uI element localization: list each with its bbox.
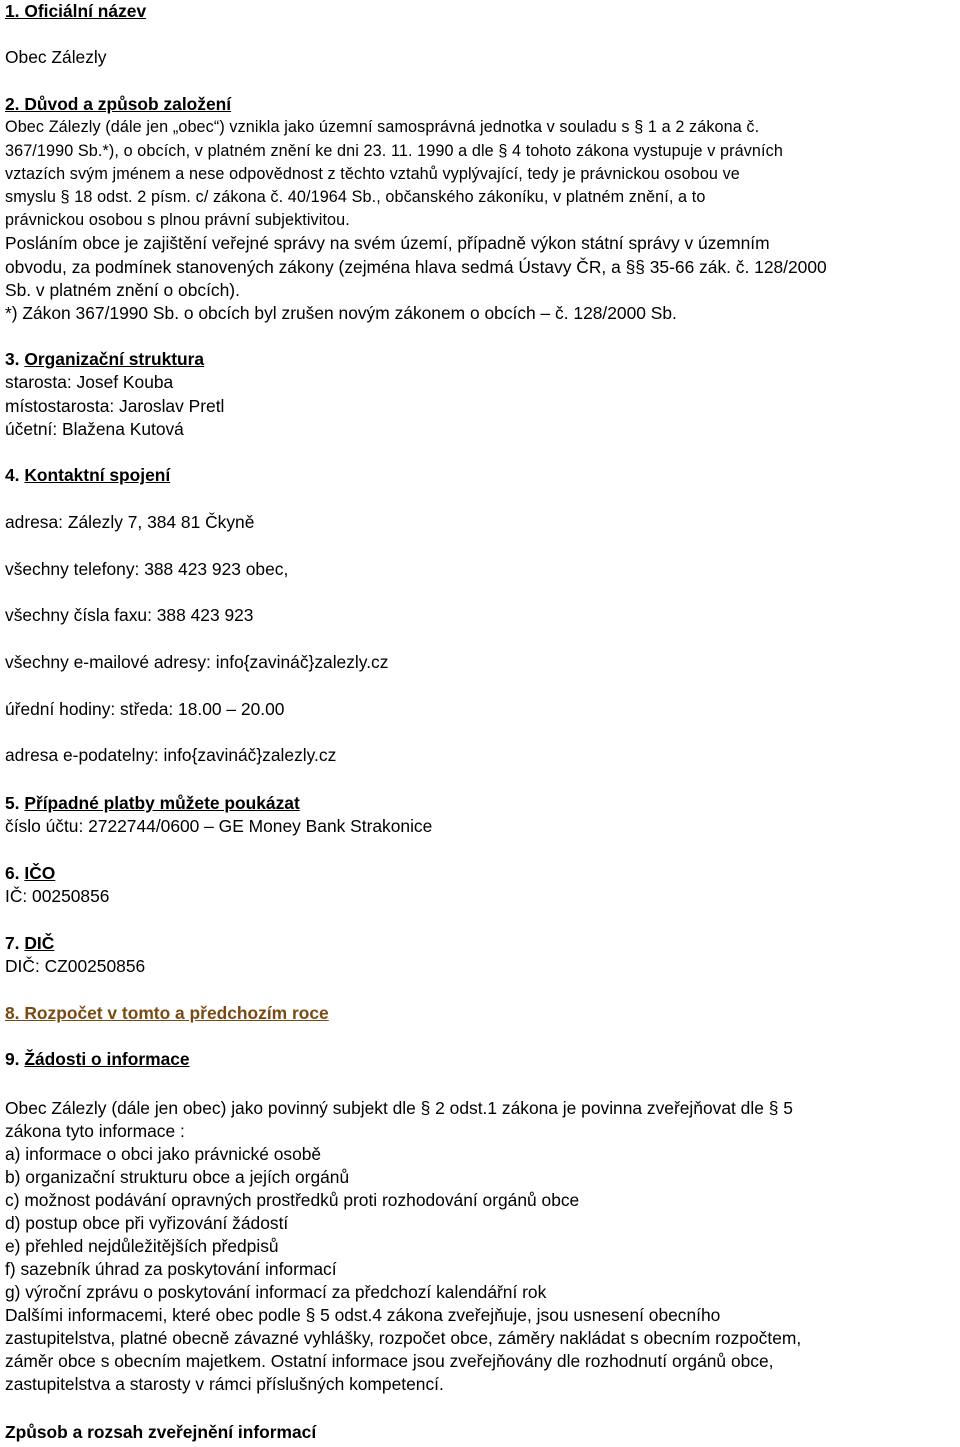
heading-text: Organizační struktura — [24, 349, 205, 369]
requests-list-item: d) postup obce při vyřizování žádostí — [5, 1213, 289, 1233]
heading-number: 4. — [5, 465, 20, 485]
heading-number: 7. — [5, 933, 20, 953]
heading-number: 5. — [5, 793, 20, 813]
requests-line: Obec Zálezly (dále jen obec) jako povinný subjekt dle § 2 odst.1 zákona je povinna zveřejňovat dle § 5 — [5, 1098, 793, 1118]
founding-line: 367/1990 Sb.*), o obcích, v platném znění ke dni 23. 11. 1990 a dle § 4 tohoto zákona vystupuje v právních — [5, 142, 783, 160]
section-heading-structure — [5, 348, 204, 371]
requests-list-item: e) přehled nejdůležitějších předpisů — [5, 1236, 279, 1256]
section-heading-publication: Způsob a rozsah zveřejnění informací — [5, 1422, 317, 1442]
founding-line: smyslu § 18 odst. 2 písm. c/ zákona č. 40/1964 Sb., občanského zákoníku, v platném znění, a to — [5, 188, 706, 206]
section-heading-ico — [5, 862, 55, 885]
section-heading-dic — [5, 932, 54, 955]
section-heading-requests — [5, 1048, 190, 1071]
deputy-mayor-line: místostarosta: Jaroslav Pretl — [5, 396, 225, 416]
requests-list-item: a) informace o obci jako právnické osobě — [5, 1144, 322, 1164]
ico-value: IČ: 00250856 — [5, 886, 110, 906]
heading-number: 9. — [5, 1049, 20, 1069]
heading-text: Případné platby můžete poukázat — [24, 793, 300, 813]
mission-line: obvodu, za podmínek stanovených zákony (zejména hlava sedmá Ústavy ČR, a §§ 35-66 zák. č. 128/2000 — [5, 257, 827, 277]
founding-line: Obec Zálezly (dále jen „obec“) vznikla jako územní samosprávná jednotka v souladu s § 1 a 2 zákona č. — [5, 118, 760, 136]
requests-line: zastupitelstva, platné obecně závazné vyhlášky, rozpočet obce, záměry nakládat s obecním rozpočtem, — [5, 1328, 802, 1348]
requests-line: záměr obce s obecním majetkem. Ostatní informace jsou zveřejňovány dle rozhodnutí orgánů obce, — [5, 1351, 774, 1371]
budget-link[interactable]: 8. Rozpočet v tomto a předchozím roce — [5, 1003, 329, 1023]
contact-fax: všechny čísla faxu: 388 423 923 — [5, 605, 254, 625]
section-heading-founding: 2. Důvod a způsob založení — [5, 94, 232, 114]
requests-list-item: c) možnost podávání opravných prostředků proti rozhodování orgánů obce — [5, 1190, 580, 1210]
mission-line: Sb. v platném znění o obcích). — [5, 280, 240, 300]
mayor-line: starosta: Josef Kouba — [5, 372, 174, 392]
bank-account: číslo účtu: 2722744/0600 – GE Money Bank Strakonice — [5, 816, 433, 836]
requests-list-item: g) výroční zprávu o poskytování informací za předchozí kalendářní rok — [5, 1282, 547, 1302]
accountant-line: účetní: Blažena Kutová — [5, 419, 184, 439]
requests-line: zastupitelstva a starosty v rámci příslušných kompetencí. — [5, 1374, 444, 1394]
official-name-value: Obec Zálezly — [5, 47, 107, 67]
requests-list-item: f) sazebník úhrad za poskytování informací — [5, 1259, 337, 1279]
section-heading-contact — [5, 464, 170, 487]
heading-text: Kontaktní spojení — [24, 465, 171, 485]
heading-number: 6. — [5, 863, 20, 883]
contact-address: adresa: Zálezly 7, 384 81 Čkyně — [5, 512, 255, 532]
mission-line: Posláním obce je zajištění veřejné správy na svém území, případně výkon státní správy v územním — [5, 233, 770, 253]
e-filing-address: adresa e-podatelny: info{zavináč}zalezly.cz — [5, 745, 337, 765]
heading-text: DIČ — [24, 933, 55, 953]
heading-text: IČO — [24, 863, 56, 883]
section-heading-payments — [5, 792, 300, 815]
law-footnote: *) Zákon 367/1990 Sb. o obcích byl zrušen novým zákonem o obcích – č. 128/2000 Sb. — [5, 303, 677, 323]
contact-emails: všechny e-mailové adresy: info{zavináč}zalezly.cz — [5, 652, 389, 672]
contact-phones: všechny telefony: 388 423 923 obec, — [5, 559, 289, 579]
requests-line: zákona tyto informace : — [5, 1121, 185, 1141]
requests-list-item: b) organizační strukturu obce a jejích orgánů — [5, 1167, 350, 1187]
founding-line: vztazích svým jménem a nese odpovědnost z těchto vztahů vyplývající, tedy je právnickou osobou ve — [5, 165, 740, 183]
founding-line: právnickou osobou s plnou právní subjektivitou. — [5, 211, 350, 229]
requests-line: Dalšími informacemi, které obec podle § 5 odst.4 zákona zveřejňuje, jsou usnesení obecního — [5, 1305, 721, 1325]
dic-value: DIČ: CZ00250856 — [5, 956, 146, 976]
heading-number: 3. — [5, 349, 20, 369]
section-heading-official-name: 1. Oficiální název — [5, 1, 147, 21]
office-hours: úřední hodiny: středa: 18.00 – 20.00 — [5, 699, 285, 719]
heading-text: Žádosti o informace — [24, 1049, 190, 1069]
